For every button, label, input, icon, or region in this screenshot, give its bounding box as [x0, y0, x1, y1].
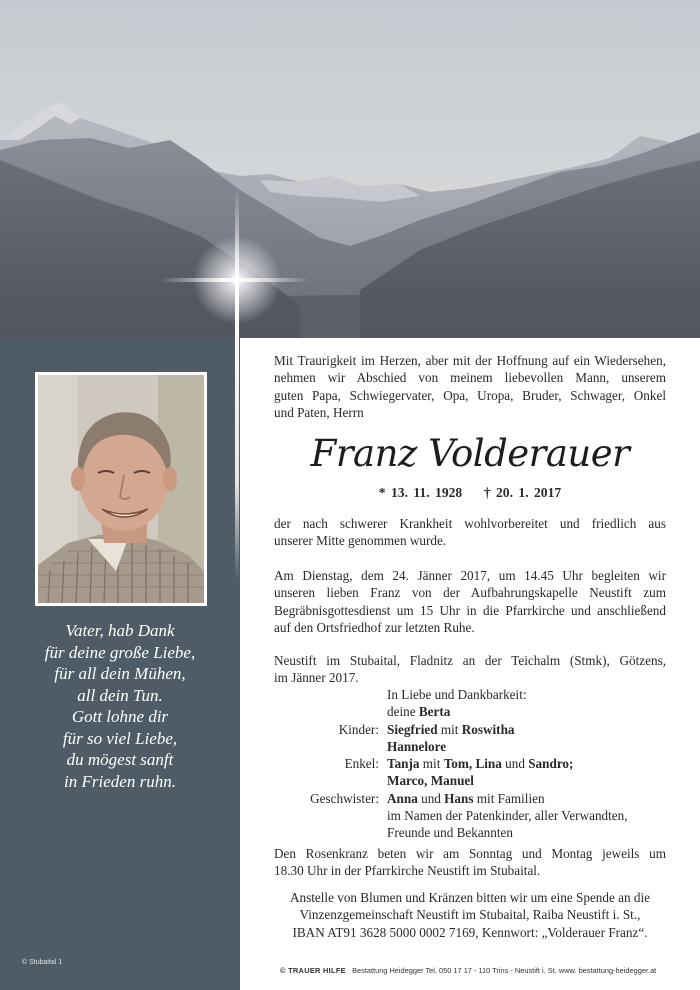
family-godchildren-row [274, 807, 666, 824]
rosary-line: Den Rosenkranz beten wir am Sonntag und Montag jeweils um [274, 846, 666, 861]
death-text-line: unserer Mitte genommen wurde. [274, 533, 447, 549]
death-text [274, 515, 666, 550]
grandchild-name: Tanja [387, 756, 420, 772]
poem-line: du mögest sanft [66, 750, 174, 769]
intro-line: Mit Traurigkeit im Herzen, aber mit der Hoffnung auf ein Wiedersehen, [274, 353, 666, 368]
service-text [274, 567, 666, 637]
family-children-row-2 [274, 738, 666, 755]
wife-name: Berta [418, 704, 451, 720]
sibling-suffix: mit Familien [476, 790, 545, 806]
wife-prefix: deine [387, 704, 416, 720]
poem-line: all dein Tun. [77, 685, 163, 705]
family-children-row [274, 721, 666, 738]
poem-line: für so viel Liebe, [62, 728, 178, 748]
children-label: Kinder: [338, 721, 379, 737]
connector: und [505, 756, 525, 772]
friends-text: Freunde und Bekannten [387, 825, 513, 841]
service-line: auf den Ortsfriedhof zur letzten Ruhe. [274, 620, 475, 636]
intro-line: nehmen wir Abschied von meinem liebevollen Mann, unserem [274, 370, 666, 386]
sibling-name: Hans [444, 790, 474, 806]
footer-brand: © TRAUER HILFE [280, 966, 346, 975]
place-line: im Jänner 2017. [274, 670, 359, 686]
grandchild-names: Marco, Manuel [387, 773, 474, 789]
death-text-line: der nach schwerer Krankheit wohlvorbereitet und friedlich aus [274, 516, 666, 531]
service-line: Am Dienstag, dem 24. Jänner 2017, um 14.45 Uhr begleiten wir [274, 568, 666, 583]
donation-text [268, 889, 672, 941]
deceased-name: Franz Volderauer [310, 432, 630, 475]
connector: mit [422, 756, 441, 772]
family-heading-row [274, 686, 666, 703]
family-friends-row [274, 824, 666, 841]
birth-date: * 13. 11. 1928 [378, 485, 463, 500]
life-dates [274, 485, 666, 501]
connector: mit [440, 721, 459, 737]
donation-line: Anstelle von Blumen und Kränzen bitten wir um eine Spende an die [289, 890, 650, 905]
rosary-line: 18.30 Uhr in der Pfarrkirche Neustift im Stubaital. [274, 863, 541, 879]
family-heading: In Liebe und Dankbarkeit: [387, 687, 527, 702]
great-grandchild-name: Sandro; [528, 756, 574, 772]
death-date: † 20. 1. 2017 [483, 485, 562, 500]
poem-line: für deine große Liebe, [44, 642, 196, 662]
copyright-note: © Stubaital 1 [22, 959, 63, 966]
family-wife-row [274, 703, 666, 720]
great-grandchild-names: Tom, Lina [443, 756, 502, 772]
footer [280, 966, 680, 975]
family-grandchildren-row [274, 755, 666, 772]
place-date [274, 652, 666, 687]
mountain-landscape-image [0, 0, 700, 338]
family-grandchildren-row-2 [274, 772, 666, 789]
child-partner-name: Roswitha [461, 721, 515, 737]
intro-line: und Paten, Herrn [274, 405, 364, 421]
portrait-photo [35, 372, 207, 606]
poem-line: in Frieden ruhn. [64, 771, 176, 791]
donation-line: Vinzenzgemeinschaft Neustift im Stubaital, Raiba Neustift i. St., [299, 907, 641, 923]
connector: und [421, 790, 441, 806]
footer-contact: Bestattung Heidegger Tel. 050 17 17 - 110 Trins - Neustift i. St. www. bestattung-heidegger.at [352, 966, 657, 975]
service-line: Begräbnisgottesdienst um 15 Uhr in die Pfarrkirche und anschließend [274, 602, 666, 618]
siblings-label: Geschwister: [310, 790, 379, 806]
godchildren-text: im Namen der Patenkinder, aller Verwandten, [387, 808, 628, 824]
child-name: Siegfried [387, 721, 438, 737]
intro-line: guten Papa, Schwiegervater, Opa, Uropa, Bruder, Schwager, Onkel [274, 387, 666, 403]
intro-text [274, 352, 666, 422]
poem-line: Vater, hab Dank [65, 621, 175, 640]
sibling-name: Anna [387, 790, 418, 806]
poem-line: für all dein Mühen, [54, 664, 186, 683]
poem-line: Gott lohne dir [71, 707, 169, 726]
family-siblings-row [274, 790, 666, 807]
family-list [274, 686, 666, 842]
donation-line: IBAN AT91 3628 5000 0002 7169, Kennwort: „Volderauer Franz“. [292, 924, 648, 940]
rosary-text [274, 845, 666, 880]
service-line: unseren lieben Franz von der Aufbahrungskapelle Neustift zum [274, 585, 666, 601]
grandchildren-label: Enkel: [344, 756, 379, 772]
child-name: Hannelore [387, 738, 447, 754]
poem [20, 620, 220, 792]
place-line: Neustift im Stubaital, Fladnitz an der Teichalm (Stmk), Götzens, [274, 653, 666, 668]
